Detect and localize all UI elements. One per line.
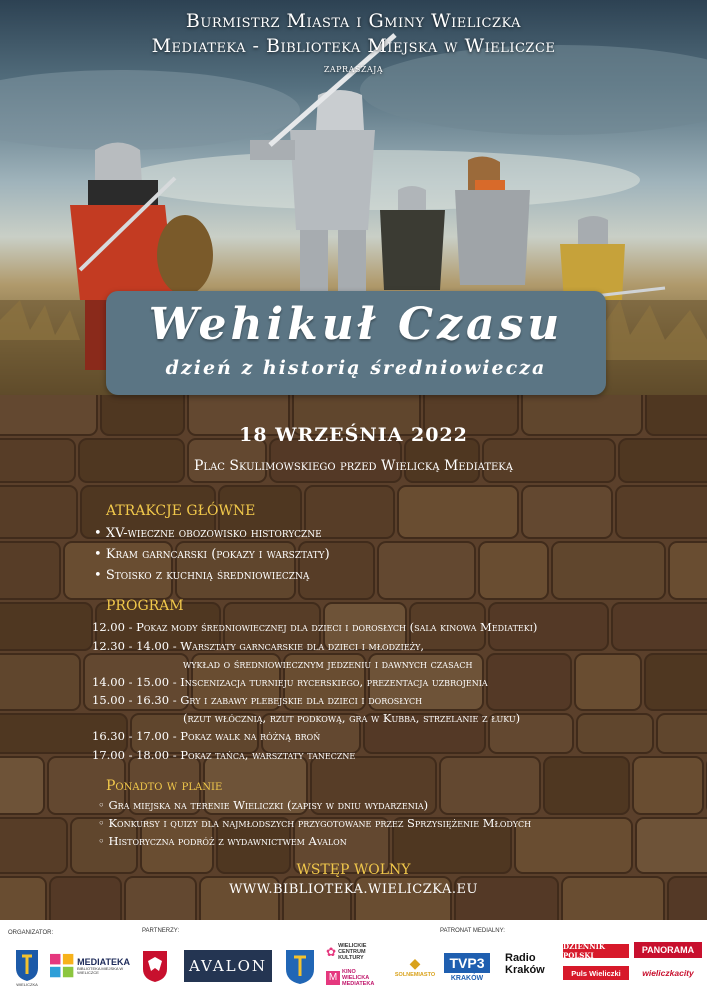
partners-label: PARTNERZY: [142,928,180,934]
event-place: Plac Skulimowskiego przed Wielicką Mediateką [194,458,513,474]
program-line: 12.30 - 14.00 - Warsztaty garncarskie dla dzieci i młodzieży, [92,639,425,653]
kino-logo [326,966,388,990]
extras-item: ◦ Konkursy i quizy dla najmłodszych przygotowane przez Sprzysiężenie Młodych [98,816,532,830]
program-line: 17.00 - 18.00 - Pokaz tańca, warsztaty taneczne [92,748,356,762]
program-line: 16.30 - 17.00 - Pokaz walk na różną broń [92,729,321,743]
partner-crest-logo [140,948,170,984]
mediateka-logo [50,948,130,984]
extras-item-text: Historyczna podróż z wydawnictwem Avalon [108,834,347,848]
diamond-icon: ◆ [409,954,421,971]
program-line: 15.00 - 16.30 - Gry i zabawy plebejskie dla dzieci i dorosłych [92,693,423,707]
attractions-heading: ATRAKCJE GŁÓWNE [106,503,256,519]
organizer-line-2: Mediateka - Biblioteka Miejska w Wieliczce [151,35,556,57]
shield-icon [283,947,317,985]
kino-logo-text: KINO WIELICKA MEDIATEKA [342,968,375,988]
extras-item-text: Konkursy i quizy dla najmłodszych przygotowane przez Sprzysiężenie Młodych [108,816,532,830]
organizer-line-1: Burmistrz Miasta i Gminy Wieliczka [185,10,522,32]
panorama-logo: PANORAMA [634,942,702,958]
wck-logo-text: WIELICKIE CENTRUM KULTURY [338,942,367,962]
tvp3-logo-subtext: KRAKÓW [450,974,484,982]
wck-logo [326,942,388,962]
footer-logos [0,920,707,1000]
extras-item: ◦ Gra miejska na terenie Wieliczki (zapisy w dniu wydarzenia) [98,798,429,812]
mediateka-logo-subtext: BIBLIOTEKA MIEJSKA W WIELICZCE [77,965,124,975]
attraction-item: • XV-wieczne obozowisko historyczne [94,526,322,541]
wck-flower-icon: ✿ [326,945,337,959]
event-subtitle: dzień z historią średniowiecza [165,357,547,379]
admission-text: WSTĘP WOLNY [296,862,411,878]
extras-item: ◦ Historyczna podróż z wydawnictwem Avalon [98,834,347,848]
eagle-crest-icon [141,949,169,983]
shield-logo [282,946,318,986]
dziennik-polski-logo: DZIENNIK POLSKI [563,944,629,958]
radio-krakow-logo [500,948,558,982]
program-line-continuation: wykład o średniowiecznym jedzeniu i dawnych czasach [183,657,473,671]
kino-m-icon: M [326,971,340,985]
tvp3-logo [440,944,494,990]
program-line-continuation: (rzut włócznią, rzut podkową, gra w Kubba, strzelanie z łuku) [183,711,521,725]
radio-krakow-text: Radio Kraków [505,952,545,976]
extras-item-text: Gra miejska na terenie Wieliczki (zapisy w dniu wydarzenia) [108,798,429,812]
attraction-item: • Stoisko z kuchnią średniowieczną [94,568,310,583]
wieliczkacity-logo: wieliczkacity [642,968,694,978]
knight-yellow-figure [560,216,665,300]
attraction-item: • Kram garncarski (pokazy i warsztaty) [94,547,330,562]
solnemiasto-logo [392,948,438,984]
program-heading: PROGRAM [106,598,184,614]
website-link[interactable]: WWW.BIBLIOTEKA.WIELICZKA.EU [229,882,478,897]
mediateka-logo-text: MEDIATEKA [77,956,130,967]
wieliczka-logo-text: WIELICZKA [16,981,38,987]
invite-line: zapraszają [323,62,384,75]
attraction-item-text: Stoisko z kuchnią średniowieczną [105,568,310,583]
program-line: 12.00 - Pokaz mody średniowiecznej dla dzieci i dorosłych (sala kinowa Mediateki) [92,620,538,634]
wieliczka-crest-icon [14,948,40,982]
puls-wieliczki-logo: Puls Wieliczki [563,966,629,980]
program-line: 14.00 - 15.00 - Inscenizacja turnieju rycerskiego, prezentacja uzbrojenia [92,675,488,689]
title-box [106,291,606,395]
wieliczka-logo [12,944,42,990]
avalon-logo: AVALON [184,950,272,982]
media-label: PATRONAT MEDIALNY: [440,928,505,934]
organizer-label: ORGANIZATOR: [8,930,54,936]
event-title: Wehikuł Czasu [148,299,564,350]
attraction-item-text: XV-wieczne obozowisko historyczne [105,526,322,541]
mediateka-squares-icon [50,951,74,981]
solnemiasto-text: SOLNEMIASTO [394,971,436,978]
event-date: 18 WRZEŚNIA 2022 [239,424,468,446]
extras-heading: Ponadto w planie [106,778,223,794]
attraction-item-text: Kram garncarski (pokazy i warsztaty) [105,547,330,562]
tvp3-logo-text: TVP3 [444,953,489,973]
